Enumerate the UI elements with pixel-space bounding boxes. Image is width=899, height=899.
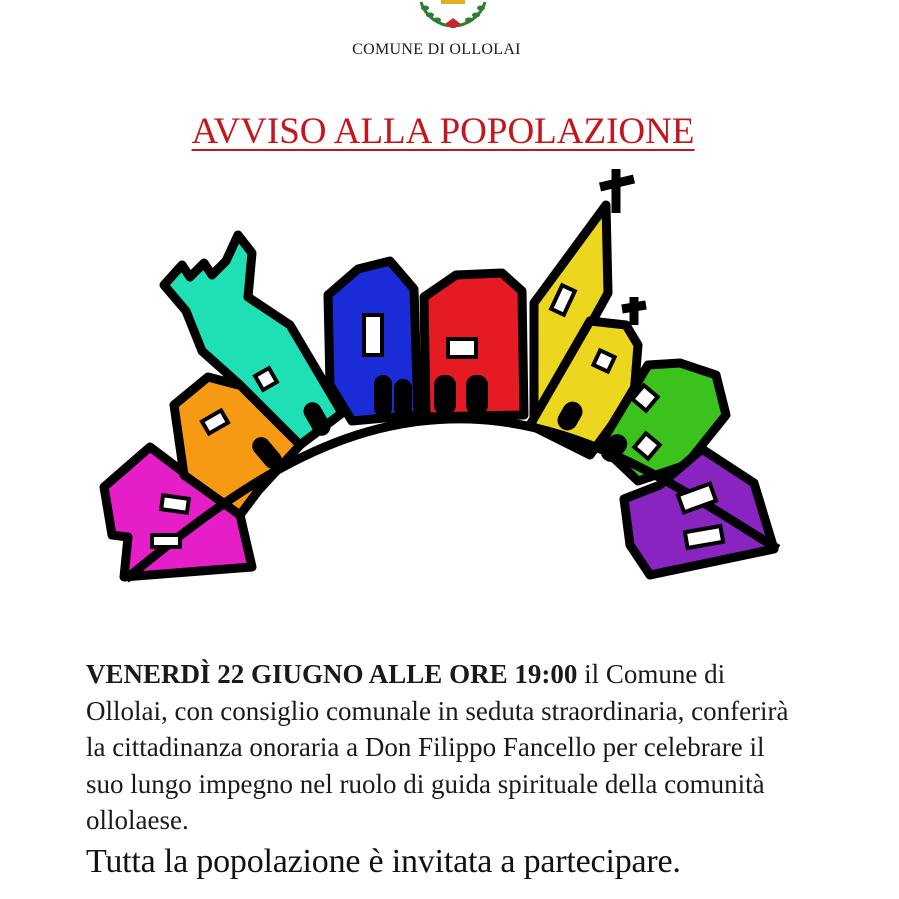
- door: [394, 379, 412, 417]
- door: [434, 375, 456, 415]
- window: [364, 315, 382, 355]
- municipality-name: COMUNE DI OLLOLAI: [352, 41, 521, 58]
- notice-title: AVVISO ALLA POPOLAZIONE: [191, 111, 695, 152]
- window: [152, 535, 180, 547]
- window: [593, 350, 614, 371]
- window: [161, 495, 189, 512]
- event-date-time: VENERDÌ 22 GIUGNO ALLE ORE 19:00: [86, 659, 578, 689]
- municipal-emblem-icon: [415, 0, 491, 30]
- door: [374, 375, 392, 417]
- invitation-text: Tutta la popolazione è invitata a partecipare.: [86, 843, 681, 880]
- announcement-body: il Comune di Ollolai, con consiglio comunale in seduta straordinaria, conferirà la cittadinanza onoraria a Don Filippo Fancello per celebrare il suo lungo impegno nel ruolo di guida spirituale della comunità ollolaese.: [86, 659, 789, 835]
- announcement-text: [86, 656, 806, 839]
- window: [448, 339, 476, 357]
- village-illustration: [90, 165, 800, 595]
- window: [685, 526, 723, 548]
- door: [466, 375, 488, 415]
